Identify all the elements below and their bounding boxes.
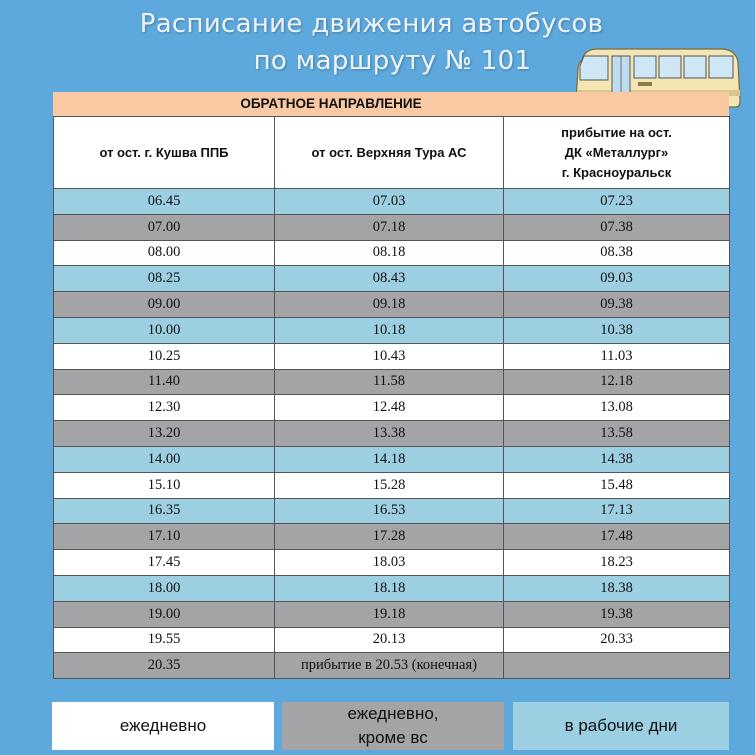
arrival-krasnouralsk-cell: 19.38 [504,601,730,627]
departure-kushva-cell: 10.00 [54,317,275,343]
arrival-krasnouralsk-cell: 07.38 [504,214,730,240]
table-row [54,498,730,524]
departure-verkhnyaya-tura-cell: 19.18 [275,601,504,627]
legend-except-sunday-line-2: кроме вс [358,728,428,747]
departure-kushva-cell: 11.40 [54,369,275,395]
departure-kushva-cell: 10.25 [54,343,275,369]
arrival-krasnouralsk-cell: 13.58 [504,421,730,447]
table-row [54,550,730,576]
departure-kushva-cell: 14.00 [54,446,275,472]
legend-daily [52,702,274,750]
table-row [54,214,730,240]
arrival-krasnouralsk-cell: 07.23 [504,189,730,215]
arrival-krasnouralsk-cell: 15.48 [504,472,730,498]
departure-verkhnyaya-tura-cell: 13.38 [275,421,504,447]
departure-verkhnyaya-tura-cell: 11.58 [275,369,504,395]
column-header-kushva: от ост. г. Кушва ППБ [54,117,275,189]
departure-kushva-cell: 09.00 [54,292,275,318]
table-row [54,369,730,395]
arrival-krasnouralsk-cell: 09.38 [504,292,730,318]
arrival-krasnouralsk-cell: 11.03 [504,343,730,369]
departure-kushva-cell: 17.45 [54,550,275,576]
departure-kushva-cell: 06.45 [54,189,275,215]
column-header-verkhnyaya-tura: от ост. Верхняя Тура АС [275,117,504,189]
arrival-header-line-3: г. Красноуральск [561,164,672,180]
arrival-header-line-1: прибытие на ост. [561,124,672,140]
arrival-krasnouralsk-cell: 17.48 [504,524,730,550]
departure-kushva-cell: 19.55 [54,627,275,653]
departure-verkhnyaya-tura-cell: 14.18 [275,446,504,472]
departure-verkhnyaya-tura-cell: 18.03 [275,550,504,576]
column-header-arrival [504,117,730,189]
departure-kushva-cell: 13.20 [54,421,275,447]
table-row [54,189,730,215]
table-row [54,446,730,472]
departure-kushva-cell: 16.35 [54,498,275,524]
departure-kushva-cell: 19.00 [54,601,275,627]
arrival-krasnouralsk-cell: 18.38 [504,575,730,601]
table-row [54,240,730,266]
departure-verkhnyaya-tura-cell: 08.18 [275,240,504,266]
departure-kushva-cell: 12.30 [54,395,275,421]
table-row [54,317,730,343]
departure-verkhnyaya-tura-cell: 10.18 [275,317,504,343]
arrival-krasnouralsk-cell: 18.23 [504,550,730,576]
departure-kushva-cell: 17.10 [54,524,275,550]
table-row [54,575,730,601]
departure-verkhnyaya-tura-cell: 10.43 [275,343,504,369]
table-row [54,266,730,292]
arrival-krasnouralsk-cell: 17.13 [504,498,730,524]
departure-kushva-cell: 08.00 [54,240,275,266]
departure-verkhnyaya-tura-cell: 15.28 [275,472,504,498]
schedule-table [53,116,730,679]
legend-daily-label: ежедневно [119,716,207,735]
direction-header: ОБРАТНОЕ НАПРАВЛЕНИЕ [53,92,729,116]
departure-kushva-cell: 07.00 [54,214,275,240]
table-row [54,472,730,498]
arrival-krasnouralsk-cell: 08.38 [504,240,730,266]
departure-kushva-cell: 08.25 [54,266,275,292]
departure-verkhnyaya-tura-cell: 17.28 [275,524,504,550]
departure-verkhnyaya-tura-cell: 07.03 [275,189,504,215]
arrival-krasnouralsk-cell: 09.03 [504,266,730,292]
table-row [54,524,730,550]
departure-verkhnyaya-tura-cell: 07.18 [275,214,504,240]
legend-except-sunday-line-1: ежедневно, [347,704,439,723]
arrival-header-line-2: ДК «Металлург» [564,144,669,160]
table-row [54,292,730,318]
departure-verkhnyaya-tura-cell: 09.18 [275,292,504,318]
table-row [54,627,730,653]
table-row [54,653,730,679]
legend-except-sunday [282,702,504,750]
arrival-krasnouralsk-cell: 10.38 [504,317,730,343]
departure-kushva-cell: 15.10 [54,472,275,498]
arrival-krasnouralsk-cell: 20.33 [504,627,730,653]
departure-verkhnyaya-tura-cell: 18.18 [275,575,504,601]
title-line-2: по маршруту № 101 [253,46,532,76]
table-header-row [54,117,730,189]
departure-verkhnyaya-tura-cell: 08.43 [275,266,504,292]
departure-verkhnyaya-tura-cell: 16.53 [275,498,504,524]
legend-weekdays-label: в рабочие дни [564,716,678,735]
departure-kushva-cell: 20.35 [54,653,275,679]
table-row [54,601,730,627]
arrival-krasnouralsk-cell [504,653,730,679]
departure-verkhnyaya-tura-cell: 20.13 [275,627,504,653]
table-row [54,343,730,369]
table-row [54,395,730,421]
title-line-1: Расписание движения автобусов [139,9,604,39]
departure-kushva-cell: 18.00 [54,575,275,601]
table-row [54,421,730,447]
arrival-krasnouralsk-cell: 13.08 [504,395,730,421]
arrival-krasnouralsk-cell: 12.18 [504,369,730,395]
departure-verkhnyaya-tura-cell: прибытие в 20.53 (конечная) [275,653,504,679]
arrival-krasnouralsk-cell: 14.38 [504,446,730,472]
departure-verkhnyaya-tura-cell: 12.48 [275,395,504,421]
legend-weekdays [513,702,729,750]
